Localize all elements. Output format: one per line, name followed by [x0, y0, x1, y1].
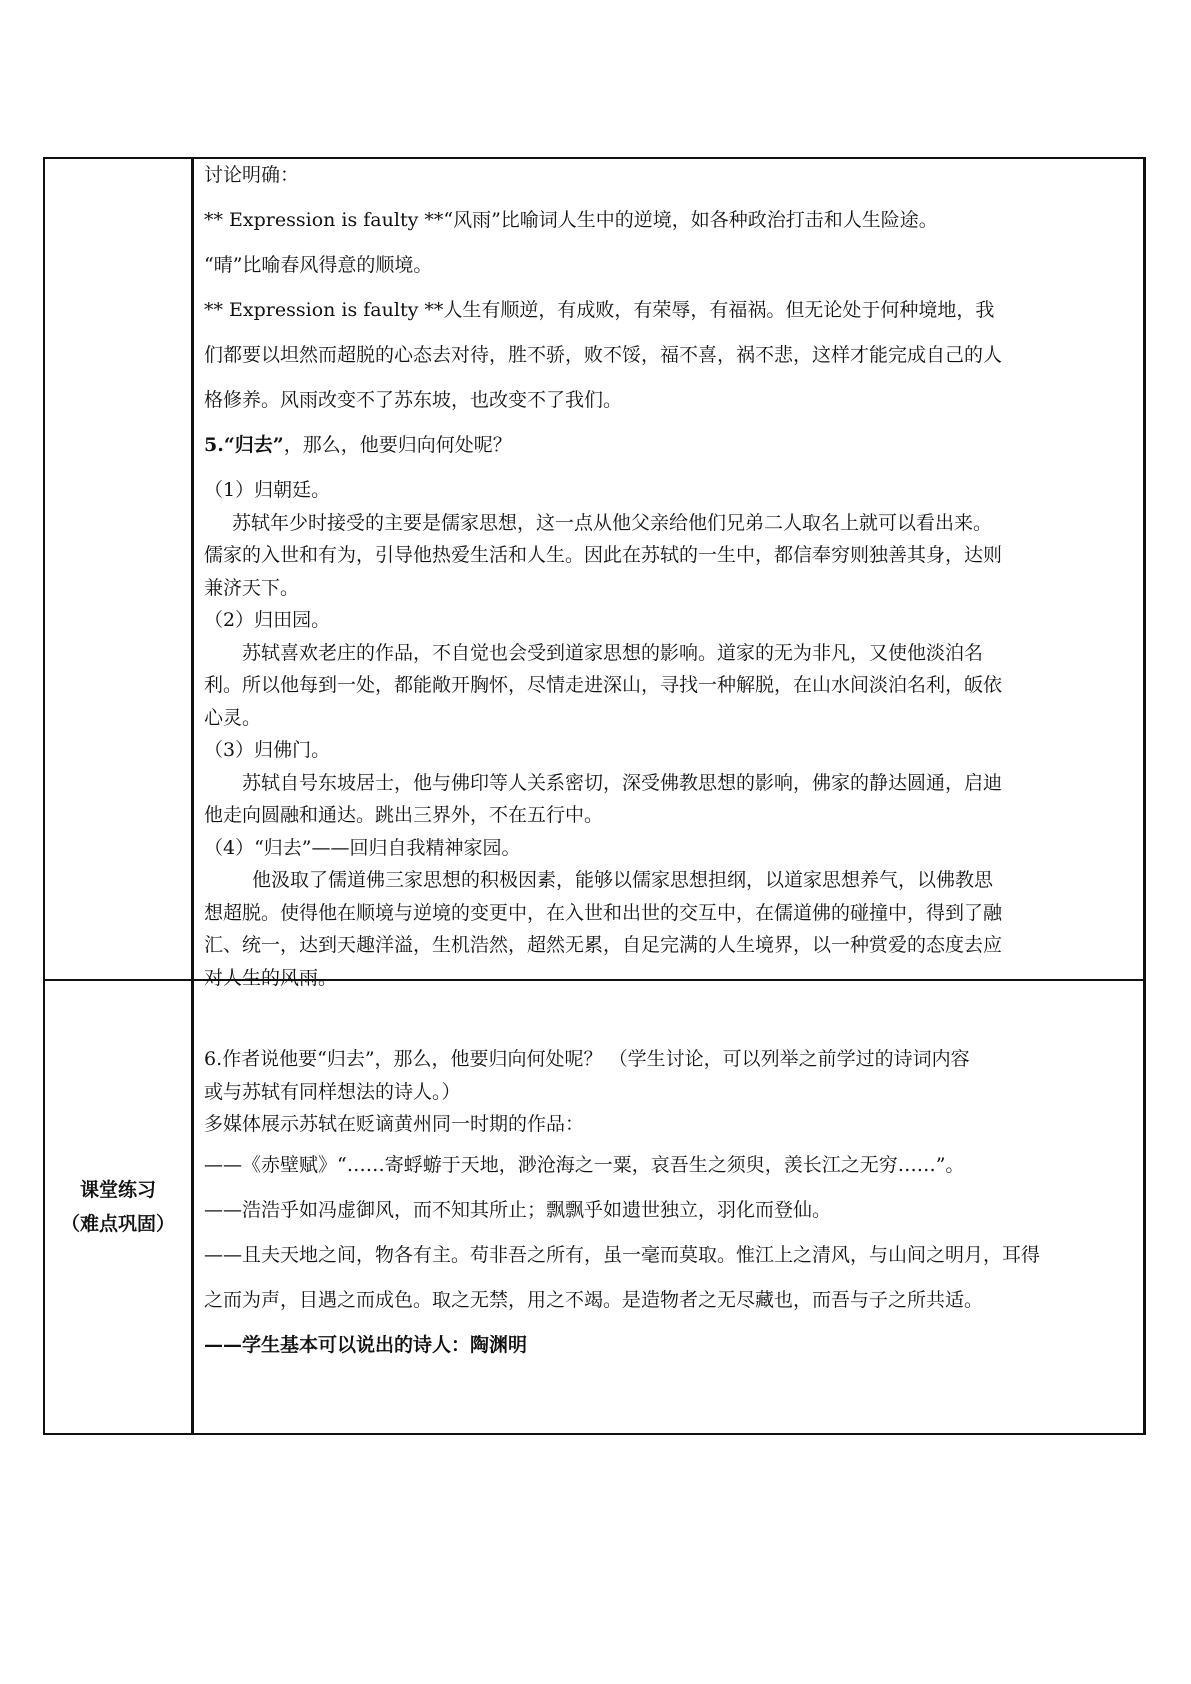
- item-title: （4）“归去”——回归自我精神家园。: [204, 836, 521, 859]
- answer-line: ——学生基本可以说出的诗人：陶渊明: [204, 1333, 528, 1356]
- paragraph-line: 利。所以他每到一处，都能敞开胸怀，尽情走进深山，寻找一种解脱，在山水间淡泊名利，皈依: [204, 674, 1003, 696]
- quote-line: ——且夫天地之间，物各有主。苟非吾之所有，虽一毫而莫取。惟江上之清风，与山间之明月，耳得: [204, 1243, 1041, 1266]
- quote-line: 之而为声，目遇之而成色。取之无禁，用之不竭。是造物者之无尽藏也，而吾与子之所共适。: [204, 1288, 984, 1311]
- paragraph-line: 他汲取了儒道佛三家思想的积极因素，能够以儒家思想担纲，以道家思想养气，以佛教思: [252, 869, 994, 891]
- quote-line: ——《赤壁赋》“……寄蜉蝣于天地，渺沧海之一粟，哀吾生之须臾，羡长江之无穷……”。: [204, 1153, 965, 1176]
- paragraph-line: 苏轼喜欢老庄的作品，不自觉也会受到道家思想的影响。道家的无为非凡，又使他淡泊名: [242, 641, 984, 664]
- row-label-line: （难点巩固）: [60, 1213, 175, 1235]
- question-5-keyword: “归去”: [223, 434, 284, 456]
- paragraph-line: 苏轼自号东坡居士，他与佛印等人关系密切，深受佛教思想的影响，佛家的静达圆通，启迪: [242, 771, 1003, 794]
- item-title: （2）归田园。: [204, 609, 331, 631]
- row-label-line: 课堂练习: [79, 1179, 156, 1201]
- paragraph-line: 想超脱。使得他在顺境与逆境的变更中，在入世和出世的交互中，在儒道佛的碰撞中，得到了融: [204, 901, 1003, 924]
- paragraph-line: 格修养。风雨改变不了苏东坡，也改变不了我们。: [204, 389, 623, 411]
- row-label: [61, 1173, 175, 1241]
- paragraph-line: 苏轼年少时接受的主要是儒家思想，这一点从他父亲给他们兄弟二人取名上就可以看出来。: [232, 511, 993, 534]
- question-6-line: 多媒体展示苏轼在贬谪黄州同一时期的作品：: [204, 1113, 585, 1135]
- discussion-heading: 讨论明确：: [204, 164, 300, 186]
- question-6-line: 6.作者说他要“归去”，那么，他要归向何处呢？ （学生讨论，可以列举之前学过的诗词内容: [204, 1048, 970, 1070]
- paragraph-line: ** Expression is faulty **“风雨”比喻词人生中的逆境，如各种政治打击和人生险途。: [204, 209, 938, 231]
- paragraph-line: 兼济天下。: [204, 576, 300, 599]
- row-content-cell: [194, 159, 1143, 989]
- table-row: [43, 157, 1146, 989]
- question-5-number: 5.: [204, 434, 224, 456]
- item-title: （3）归佛门。: [204, 739, 331, 761]
- table-row: [43, 979, 1146, 1435]
- row-label-cell: [45, 981, 194, 1433]
- question-5-text: ，那么，他要归向何处呢？: [283, 434, 512, 456]
- paragraph-line: 儒家的入世和有为，引导他热爱生活和人生。因此在苏轼的一生中，都信奉穷则独善其身，达则: [204, 544, 1003, 566]
- paragraph-line: ** Expression is faulty **人生有顺逆，有成败，有荣辱，有福祸。但无论处于何种境地，我: [204, 299, 995, 321]
- question-6-line: 或与苏轼有同样想法的诗人。）: [204, 1080, 461, 1103]
- quote-line: ——浩浩乎如冯虚御风，而不知其所止；飘飘乎如遗世独立，羽化而登仙。: [204, 1198, 832, 1221]
- paragraph-line: 他走向圆融和通达。跳出三界外，不在五行中。: [204, 804, 604, 826]
- item-title: （1）归朝廷。: [204, 479, 331, 501]
- row-content-cell: [194, 981, 1143, 1433]
- paragraph-line: 心灵。: [204, 706, 262, 729]
- lesson-table: [43, 157, 1146, 1435]
- row-label-cell: [45, 159, 194, 979]
- paragraph-line: 们都要以坦然而超脱的心态去对待，胜不骄，败不馁，福不喜，祸不悲，这样才能完成自己的人: [204, 344, 1003, 366]
- paragraph-line: 对人生的风雨。: [204, 966, 338, 989]
- paragraph-line: “晴”比喻春风得意的顺境。: [204, 254, 433, 276]
- paragraph-line: 汇、统一，达到天趣洋溢，生机浩然，超然无累，自足完满的人生境界，以一种赏爱的态度去应: [204, 934, 1003, 956]
- question-5: [204, 423, 1131, 468]
